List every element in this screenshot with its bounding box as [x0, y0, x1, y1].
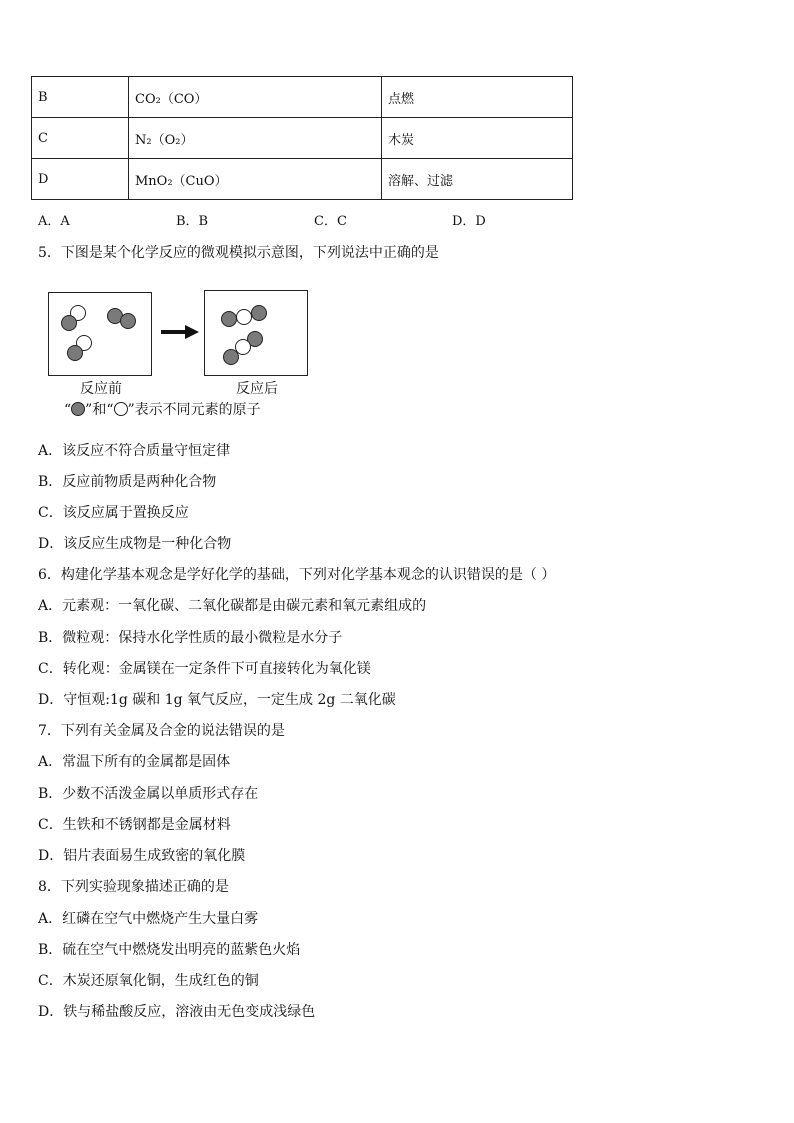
q7-option-a: A．常温下所有的金属都是固体 [38, 754, 231, 770]
q5-option-a: A．该反应不符合质量守恒定律 [38, 443, 231, 459]
q5-option-b: B．反应前物质是两种化合物 [38, 474, 217, 490]
q4-option-b: B．B [176, 214, 209, 229]
gray-circle-icon [71, 402, 85, 416]
q6-option-b: B．微粒观：保持水化学性质的最小微粒是水分子 [38, 630, 343, 646]
reaction-diagram [40, 282, 340, 422]
right-arrow-icon [161, 325, 201, 339]
q5-option-c: C．该反应属于置换反应 [38, 505, 189, 521]
q6-stem: 6．构建化学基本观念是学好化学的基础，下列对化学基本观念的认识错误的是（ ） [38, 567, 556, 583]
q6-option-a: A．元素观：一氧化碳、二氧化碳都是由碳元素和氧元素组成的 [38, 598, 427, 614]
gray-atom-icon [223, 349, 239, 365]
gray-atom-icon [251, 305, 267, 321]
after-reaction-box [204, 290, 308, 376]
q6-option-d: D．守恒观:1g 碳和 1g 氧气反应，一定生成 2g 二氧化碳 [38, 692, 396, 708]
gray-atom-icon [67, 345, 83, 361]
q4-option-a: A．A [38, 214, 70, 229]
gray-atom-icon [221, 311, 237, 327]
table-cell-label: B [32, 77, 129, 118]
before-label: 反应前 [80, 381, 122, 397]
q8-option-a: A．红磷在空气中燃烧产生大量白雾 [38, 911, 259, 927]
gray-atom-icon [120, 313, 136, 329]
q4-option-c: C．C [314, 214, 347, 229]
before-reaction-box [48, 292, 152, 376]
q5-option-d: D．该反应生成物是一种化合物 [38, 536, 232, 552]
q8-option-c: C．木炭还原氧化铜，生成红色的铜 [38, 973, 259, 989]
options-table [31, 76, 573, 200]
q8-option-d: D．铁与稀盐酸反应，溶液由无色变成浅绿色 [38, 1004, 316, 1020]
table-row [32, 77, 573, 118]
table-cell-label: D [32, 159, 129, 200]
q7-option-b: B．少数不活泼金属以单质形式存在 [38, 786, 259, 802]
q7-option-d: D．铝片表面易生成致密的氧化膜 [38, 848, 246, 864]
table-row [32, 159, 573, 200]
table-cell-method: 溶解、过滤 [382, 159, 573, 200]
table-cell-substance: CO₂（CO） [129, 77, 382, 118]
table-cell-label: C [32, 118, 129, 159]
q7-option-c: C．生铁和不锈钢都是金属材料 [38, 817, 231, 833]
table-cell-substance: MnO₂（CuO） [129, 159, 382, 200]
legend-quote: “ [64, 402, 72, 418]
q8-stem: 8．下列实验现象描述正确的是 [38, 879, 229, 895]
white-atom-icon [236, 309, 252, 325]
table-row [32, 118, 573, 159]
q8-option-b: B．硫在空气中燃烧发出明亮的蓝紫色火焰 [38, 942, 301, 958]
table-cell-method: 木炭 [382, 118, 573, 159]
q5-stem: 5．下图是某个化学反应的微观模拟示意图，下列说法中正确的是 [38, 245, 439, 261]
legend-end-text: ”表示不同元素的原子 [127, 402, 261, 418]
white-circle-icon [114, 402, 128, 416]
q7-stem: 7．下列有关金属及合金的说法错误的是 [38, 723, 285, 739]
atom-legend [64, 399, 261, 419]
q6-option-c: C．转化观：金属镁在一定条件下可直接转化为氧化镁 [38, 661, 371, 677]
table-cell-method: 点燃 [382, 77, 573, 118]
gray-atom-icon [61, 315, 77, 331]
table-cell-substance: N₂（O₂） [129, 118, 382, 159]
q4-option-d: D．D [452, 214, 486, 229]
after-label: 反应后 [236, 381, 278, 397]
legend-mid-text: ”和“ [85, 402, 114, 418]
